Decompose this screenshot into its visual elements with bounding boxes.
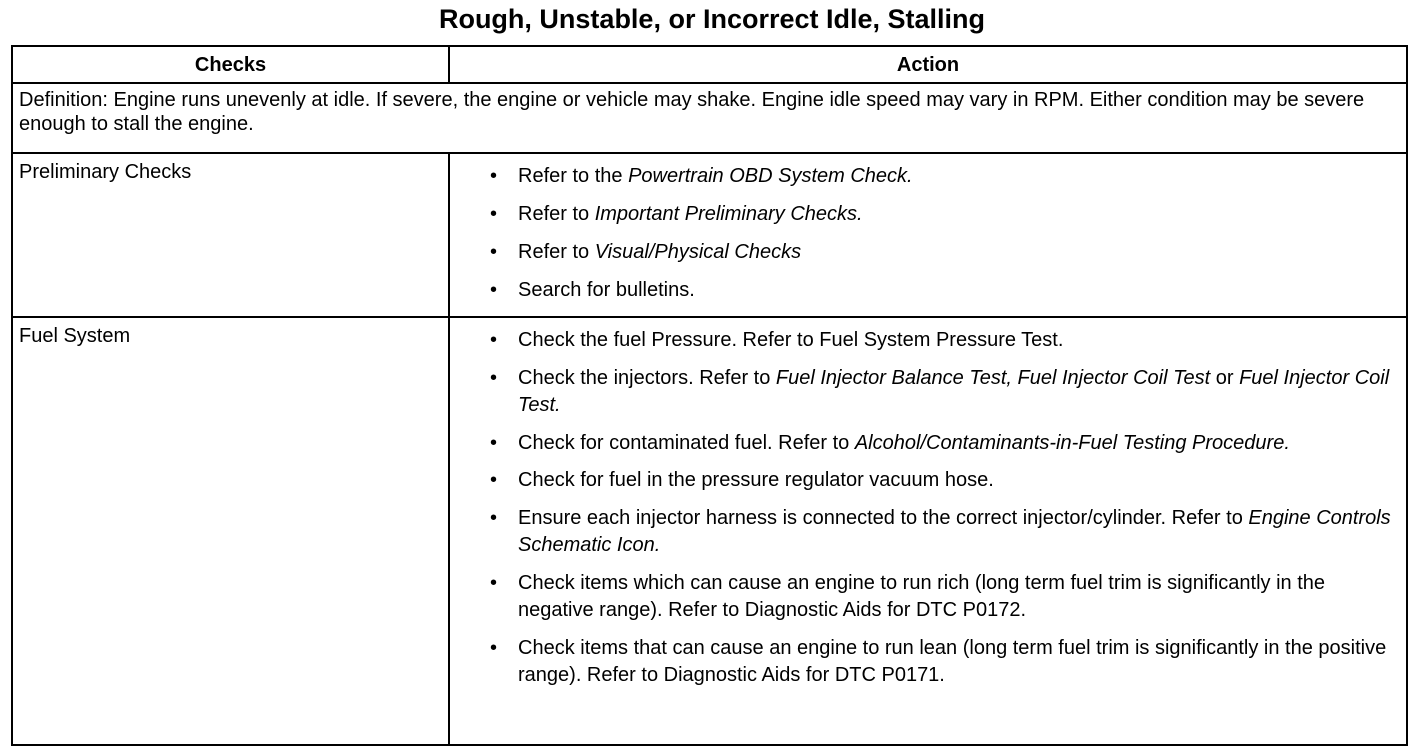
action-cell: [449, 317, 1407, 745]
diagnostic-table: [11, 45, 1408, 746]
check-label-fuel-system: Fuel System: [12, 317, 449, 745]
list-item: • Refer to Important Preliminary Checks.: [490, 203, 863, 225]
bullet-icon: •: [490, 279, 498, 301]
check-label-preliminary: Preliminary Checks: [12, 153, 449, 317]
bullet-icon: •: [490, 572, 498, 594]
reference-link: Engine Controls Schematic Icon.: [518, 507, 1391, 556]
bullet-icon: •: [490, 329, 498, 351]
list-item: • Check items which can cause an engine to run rich (long term fuel trim is significantly in the negative range). Refer to Diagnostic Aids for DTC P0172.: [490, 572, 1326, 621]
bullet-icon: •: [490, 432, 498, 454]
action-header: Action: [449, 46, 1407, 83]
reference-link: Fuel Injector Coil Test.: [518, 367, 1390, 416]
reference-link: Important Preliminary Checks.: [594, 203, 863, 225]
list-item: • Check the injectors. Refer to Fuel Injector Balance Test, Fuel Injector Coil Test or Fuel Injector Coil Test.: [490, 367, 1390, 416]
definition-text: Definition: Engine runs unevenly at idle. If severe, the engine or vehicle may shake. Engine idle speed may vary in RPM. Either condition may be severe enough to stall the engine.: [12, 83, 1407, 153]
definition-row: [12, 83, 1407, 153]
list-item: • Check for contaminated fuel. Refer to Alcohol/Contaminants-in-Fuel Testing Procedure.: [450, 430, 1406, 457]
bullet-icon: •: [490, 165, 498, 187]
table-row: [12, 153, 1407, 317]
bullet-icon: •: [490, 507, 498, 529]
action-cell: [449, 153, 1407, 317]
list-item: • Ensure each injector harness is connected to the correct injector/cylinder. Refer to Engine Controls Schematic Icon.: [490, 507, 1391, 556]
bullet-icon: •: [490, 469, 498, 491]
list-item: • Refer to Visual/Physical Checks: [490, 241, 802, 263]
bullet-icon: •: [490, 203, 498, 225]
bullet-icon: •: [490, 637, 498, 659]
list-item: • Check items that can cause an engine to run lean (long term fuel trim is significantly in the positive range). Refer to Diagnostic Aids for DTC P0171.: [490, 637, 1387, 686]
bullet-icon: •: [490, 367, 498, 389]
reference-link: Visual/Physical Checks: [594, 241, 802, 263]
reference-link: Fuel Injector Balance Test, Fuel Injector Coil Test: [775, 367, 1211, 389]
checks-header: Checks: [12, 46, 449, 83]
document-title: Rough, Unstable, or Incorrect Idle, Stalling: [438, 4, 986, 34]
reference-link: Alcohol/Contaminants-in-Fuel Testing Procedure.: [854, 432, 1290, 454]
list-item: • Search for bulletins.: [490, 279, 695, 301]
table-row: [12, 317, 1407, 745]
reference-link: Powertrain OBD System Check.: [628, 165, 913, 187]
list-item: • Refer to the Powertrain OBD System Check.: [490, 165, 913, 187]
header-row: [12, 46, 1407, 83]
list-item: • Check for fuel in the pressure regulator vacuum hose.: [490, 469, 994, 491]
list-item: • Check the fuel Pressure. Refer to Fuel System Pressure Test.: [490, 329, 1064, 351]
bullet-icon: •: [490, 241, 498, 263]
